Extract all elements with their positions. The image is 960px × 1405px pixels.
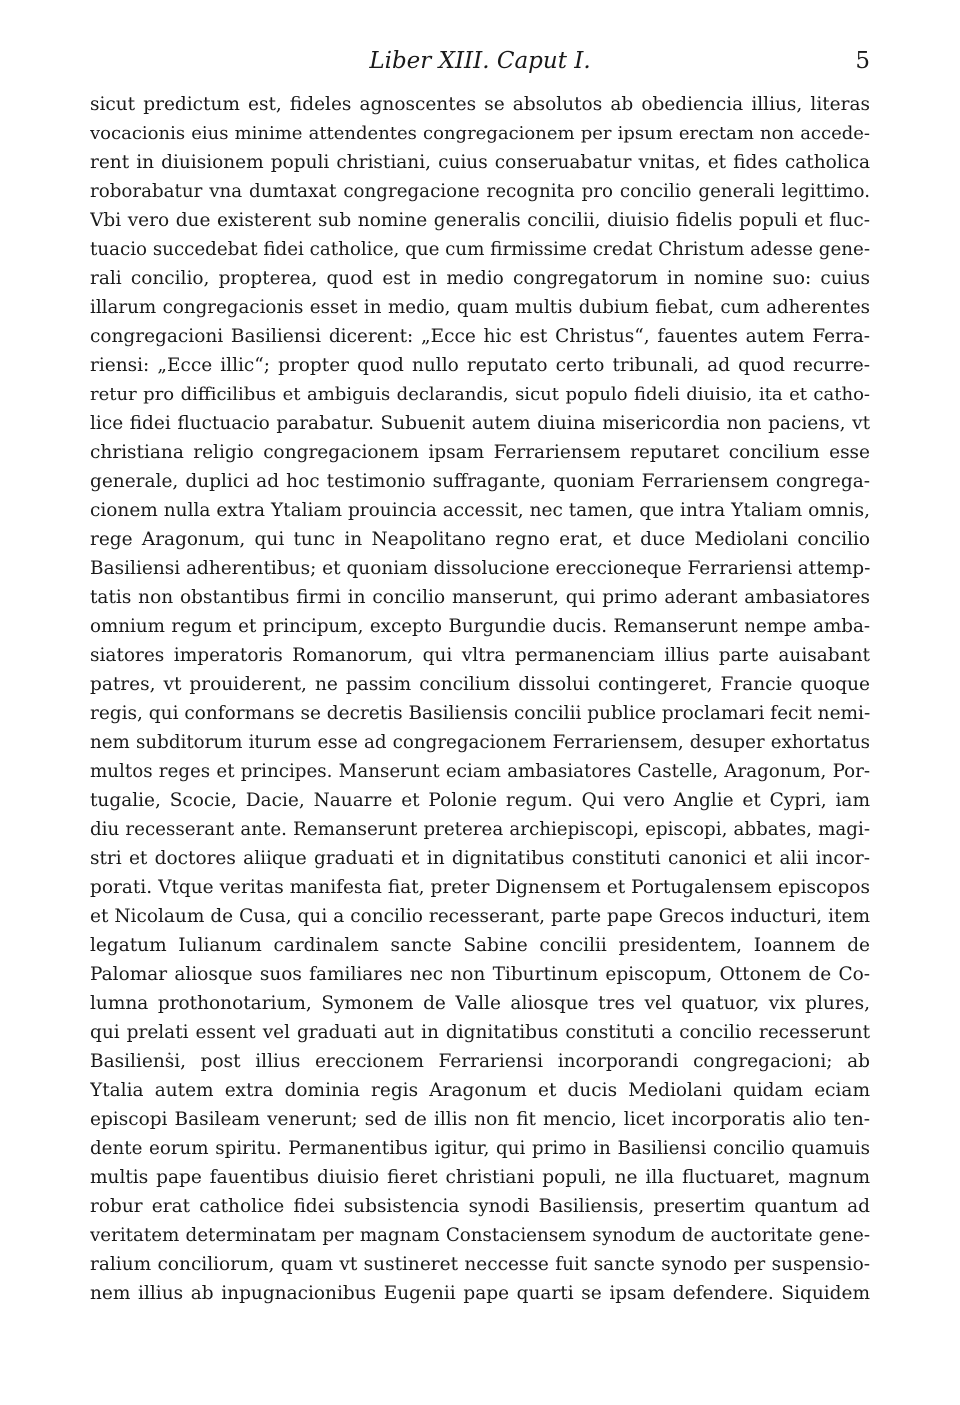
text-line: roborabatur vna dumtaxat congregacione recognita pro concilio generali legittimo. <box>90 181 870 202</box>
text-line: generale, duplici ad hoc testimonio suffragante, quoniam Ferrariensem congrega- <box>90 471 870 492</box>
text-line: sicut predictum est, fideles agnoscentes se absolutos ab obediencia illius, literas <box>90 94 870 115</box>
text-line: siatores imperatoris Romanorum, qui vltra permanenciam illius parte auisabant <box>90 645 870 666</box>
text-line: riensi: „Ecce illic“; propter quod nullo reputato certo tribunali, ad quod recurre- <box>90 355 870 376</box>
text-line: tatis non obstantibus firmi in concilio manserunt, qui primo aderant ambasiatores <box>90 587 870 608</box>
text-line: veritatem determinatam per magnam Constaciensem synodum de auctoritate gene- <box>90 1225 870 1246</box>
text-line: multos reges et principes. Manserunt eciam ambasiatores Castelle, Aragonum, Por- <box>90 761 870 782</box>
text-line: omnium regum et principum, excepto Burgundie ducis. Remanserunt nempe amba- <box>90 616 870 637</box>
text-line: Ytalia autem extra dominia regis Aragonum et ducis Mediolani quidam eciam <box>90 1080 870 1101</box>
text-line: porati. Vtque veritas manifesta fiat, preter Dignensem et Portugalensem episcopos <box>90 877 870 898</box>
text-line: diu recesserant ante. Remanserunt preterea archiepiscopi, episcopi, abbates, magi- <box>90 819 870 840</box>
text-line: ralium conciliorum, quam vt sustineret neccesse fuit sancte synodo per suspensio- <box>90 1254 870 1275</box>
text-line: multis pape fauentibus diuisio fieret christiani populi, ne illa fluctuaret, magnum <box>90 1167 870 1188</box>
text-line: cionem nulla extra Ytaliam prouincia accessit, nec tamen, que intra Ytaliam omnis, <box>90 500 870 521</box>
text-line: lice fidei fluctuacio parabatur. Subuenit autem diuina misericordia non paciens, vt <box>90 413 870 434</box>
body-text <box>90 90 870 1308</box>
running-head: Liber XIII. Caput I. <box>369 48 591 74</box>
text-line: christiana religio congregacionem ipsam Ferrariensem reputaret concilium esse <box>90 442 870 463</box>
text-line: nem subditorum iturum esse ad congregacionem Ferrariensem, desuper exhortatus <box>90 732 870 753</box>
text-line: stri et doctores aliique graduati et in dignitatibus constituti canonici et alii incor- <box>90 848 870 869</box>
text-line: legatum Iulianum cardinalem sancte Sabine concilii presidentem, Ioannem de <box>90 935 870 956</box>
text-line: tuacio succedebat fidei catholice, que cum firmissime credat Christum adesse gene- <box>90 239 870 260</box>
text-line: Basiliensi adherentibus; et quoniam dissolucione ereccioneque Ferrariensi attemp- <box>90 558 870 579</box>
text-line: Vbi vero due existerent sub nomine generalis concilii, diuisio fidelis populi et fluc- <box>90 210 870 231</box>
text-line: lumna prothonotarium, Symonem de Valle aliosque tres vel quatuor, vix plures, <box>90 993 870 1014</box>
text-line: tugalie, Scocie, Dacie, Nauarre et Polonie regum. Qui vero Anglie et Cypri, iam <box>90 790 870 811</box>
text-line: robur erat catholice fidei subsistencia synodi Basiliensis, presertim quantum ad <box>90 1196 870 1217</box>
text-line: rali concilio, propterea, quod est in medio congregatorum in nomine suo: cuius <box>90 268 870 289</box>
text-line: Palomar aliosque suos familiares nec non Tiburtinum episcopum, Ottonem de Co- <box>90 964 870 985</box>
text-line: regis, qui conformans se decretis Basiliensis concilii publice proclamari fecit nemi- <box>90 703 870 724</box>
text-line: dente eorum spiritu. Permanentibus igitur, qui primo in Basiliensi concilio quamuis <box>90 1138 870 1159</box>
text-line: illarum congregacionis esset in medio, quam multis dubium fiebat, cum adherentes <box>90 297 870 318</box>
text-line: et Nicolaum de Cusa, qui a concilio recesserant, parte pape Grecos inducturi, item <box>90 906 870 927</box>
text-line: Basilienṡi, post illius ereccionem Ferrariensi incorporandi congregacioni; ab <box>90 1051 870 1072</box>
text-line: rent in diuisionem populi christiani, cuius conseruabatur vnitas, et fides catholica <box>90 152 870 173</box>
text-line: congregacioni Basiliensi dicerent: „Ecce hic est Christus“, fauentes autem Ferra- <box>90 326 870 347</box>
text-line: vocacionis eius minime attendentes congregacionem per ipsum erectam non accede- <box>90 123 870 144</box>
text-line: qui prelati essent vel graduati aut in dignitatibus constituti a concilio recesserunt <box>90 1022 870 1043</box>
page-header <box>0 44 960 78</box>
text-line: rege Aragonum, qui tunc in Neapolitano regno erat, et duce Mediolani concilio <box>90 529 870 550</box>
page-number: 5 <box>855 48 870 74</box>
text-line: episcopi Basileam venerunt; sed de illis non fit mencio, licet incorporatis alio ten- <box>90 1109 870 1130</box>
text-line: retur pro difficilibus et ambiguis declarandis, sicut populo fideli diuisio, ita et catho- <box>90 384 870 405</box>
text-line: patres, vt prouiderent, ne passim concilium dissolui contingeret, Francie quoque <box>90 674 870 695</box>
text-line: nem illius ab inpugnacionibus Eugenii pape quarti se ipsam defendere. Siquidem <box>90 1283 870 1304</box>
